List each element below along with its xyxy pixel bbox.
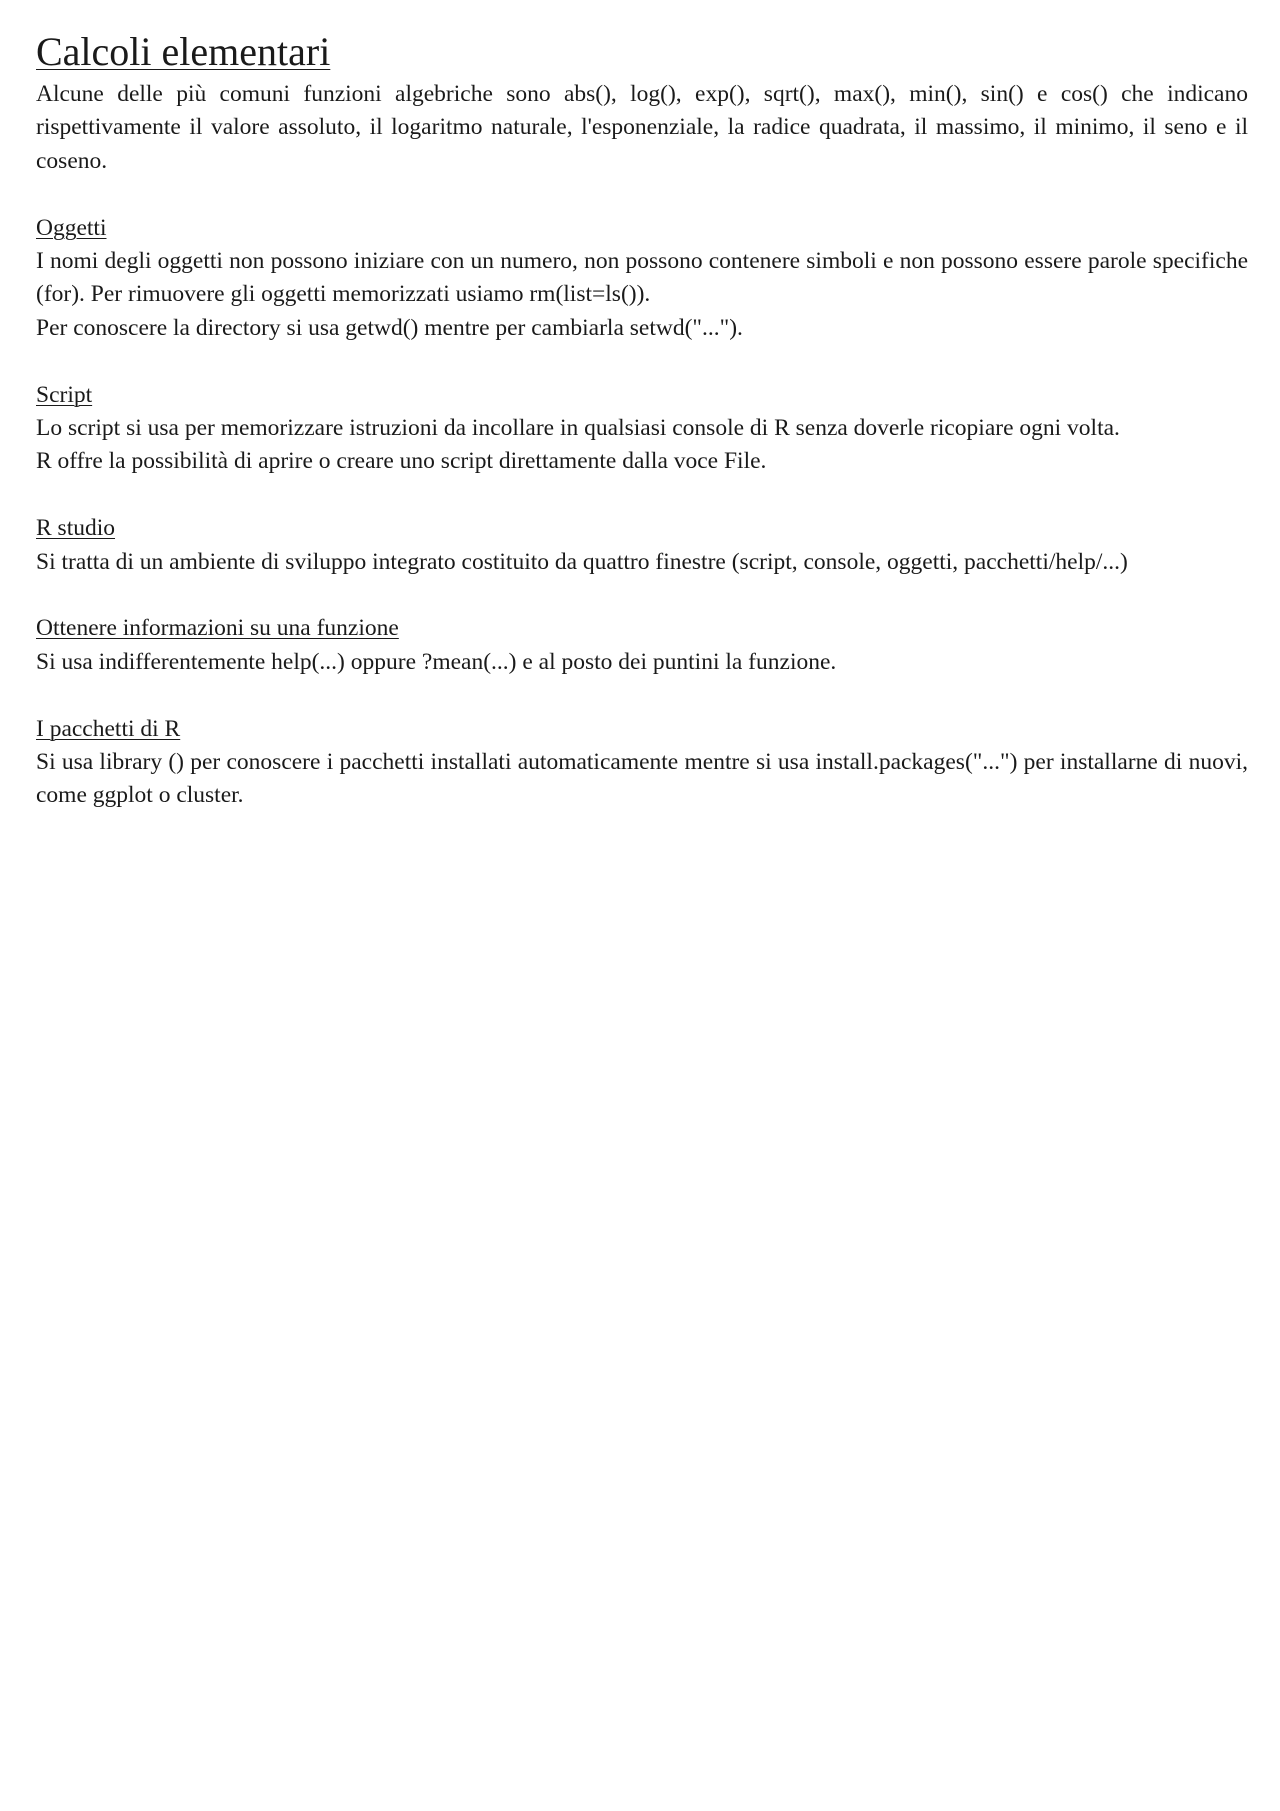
section-heading: Oggetti — [36, 214, 107, 241]
section-heading: Ottenere informazioni su una funzione — [36, 615, 399, 642]
document-page — [36, 28, 1248, 813]
section-paragraph: I nomi degli oggetti non possono iniziare con un numero, non possono contenere simboli e non possono essere parole specifiche (for). Per rimuovere gli oggetti memorizzati usiamo rm(list=ls()). — [36, 248, 1248, 308]
section-paragraph: Si tratta di un ambiente di sviluppo integrato costituito da quattro finestre (script, console, oggetti, pacchetti/help/...) — [36, 548, 1128, 575]
section-r-studio — [36, 512, 1248, 579]
section-heading: Script — [36, 381, 93, 408]
section-script — [36, 379, 1248, 479]
intro-paragraph: Alcune delle più comuni funzioni algebriche sono abs(), log(), exp(), sqrt(), max(), min(), sin() e cos() che indicano rispettivamente il valore assoluto, il logaritmo naturale, l'esponenziale, la radice quadrata, il massimo, il minimo, il seno e il coseno. — [36, 81, 1248, 174]
section-pacchetti — [36, 713, 1248, 813]
section-paragraph: Si usa library () per conoscere i pacchetti installati automaticamente mentre si usa install.packages("...") per installarne di nuovi, come ggplot o cluster. — [36, 749, 1248, 809]
section-informazioni-funzione — [36, 612, 1248, 679]
section-paragraph: R offre la possibilità di aprire o creare uno script direttamente dalla voce File. — [36, 448, 767, 475]
page-title: Calcoli elementari — [36, 29, 331, 74]
section-paragraph: Per conoscere la directory si usa getwd() mentre per cambiarla setwd("..."). — [36, 314, 743, 341]
section-oggetti — [36, 212, 1248, 346]
section-paragraph: Si usa indifferentemente help(...) oppure ?mean(...) e al posto dei puntini la funzione. — [36, 648, 837, 675]
section-heading: R studio — [36, 515, 116, 542]
section-heading: I pacchetti di R — [36, 715, 181, 742]
section-paragraph: Lo script si usa per memorizzare istruzioni da incollare in qualsiasi console di R senza doverle ricopiare ogni volta. — [36, 415, 1120, 442]
